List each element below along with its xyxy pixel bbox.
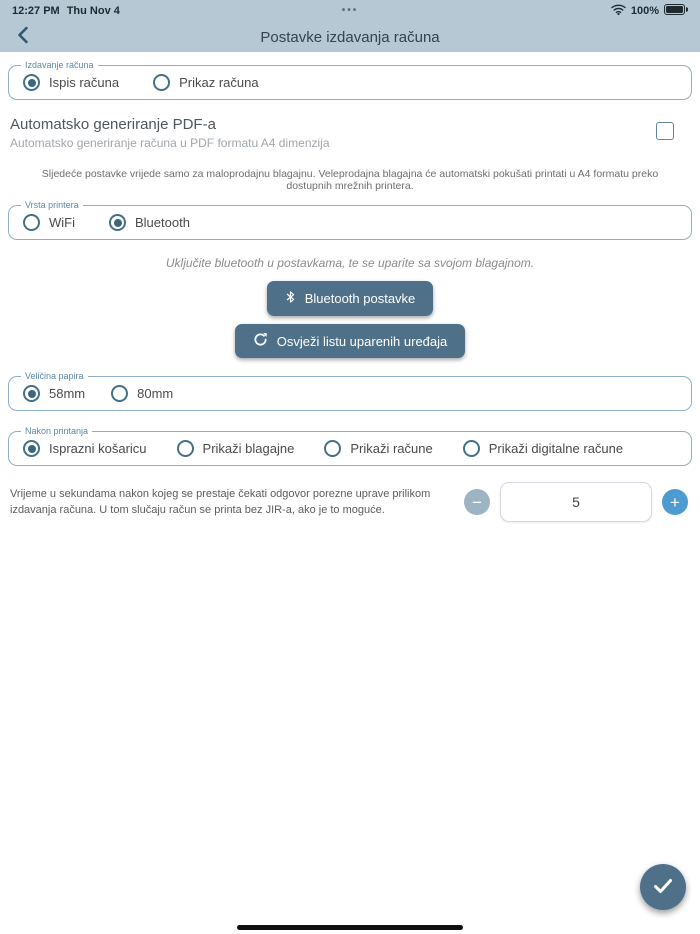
pdf-setting-row [10,116,674,150]
home-indicator[interactable] [237,925,463,930]
radio-prikaz-racuna[interactable] [153,74,258,91]
radio-unselected-icon [177,440,194,457]
radio-prikazi-blagajne[interactable] [177,440,295,457]
battery-icon [664,4,688,18]
chevron-left-icon [17,26,29,49]
refresh-devices-label: Osvježi listu uparenih uređaja [276,333,448,349]
fieldset-izdavanje-label: Izdavanje računa [25,60,94,70]
header [0,0,700,52]
fieldset-izdavanje-racuna [8,60,692,100]
timeout-stepper [464,482,688,522]
radio-selected-icon [23,385,40,402]
radio-isprazni-kosaricu[interactable] [23,440,147,457]
confirm-save-fab[interactable] [640,864,686,910]
pdf-texts [10,116,330,150]
fieldset-vrsta-printera [8,200,692,240]
battery-percent: 100% [630,5,659,17]
radio-label: Bluetooth [135,215,190,230]
page-title: Postavke izdavanja računa [260,28,440,46]
radio-prikazi-digitalne-racune[interactable] [463,440,623,457]
radio-selected-icon [23,74,40,91]
radio-unselected-icon [111,385,128,402]
increment-button[interactable]: + [662,489,688,515]
pdf-subtitle: Automatsko generiranje računa u PDF formatu A4 dimenzija [10,136,330,150]
decrement-button[interactable]: − [464,489,490,515]
fieldset-after-print-label: Nakon printanja [25,426,89,436]
radio-selected-icon [109,214,126,231]
fieldset-paper-label: Veličina papira [25,371,84,381]
bluetooth-icon [285,289,296,308]
radio-unselected-icon [463,440,480,457]
checkmark-icon [653,878,673,897]
refresh-devices-button[interactable] [235,324,466,358]
radio-label: Prikaži račune [350,441,433,456]
radio-ispis-racuna[interactable] [23,74,119,91]
radio-label: Ispis računa [49,75,120,90]
radio-label: 58mm [49,386,86,401]
back-button[interactable] [10,24,36,50]
radio-prikazi-racune[interactable] [324,440,432,457]
radio-label: 80mm [137,386,174,401]
main-content [0,52,700,522]
radio-selected-icon [23,440,40,457]
bluetooth-settings-button[interactable] [267,281,434,316]
fieldset-printer-label: Vrsta printera [25,200,79,210]
multitask-dots[interactable]: ••• [341,5,359,16]
radio-label: Prikaz računa [179,75,259,90]
status-date: Thu Nov 4 [66,5,120,17]
status-bar [0,0,700,22]
radio-unselected-icon [153,74,170,91]
fieldset-nakon-printanja [8,426,692,466]
pdf-checkbox[interactable] [656,122,674,140]
radio-80mm[interactable] [111,385,173,402]
nav-bar [0,22,700,52]
radio-unselected-icon [324,440,341,457]
bluetooth-hint: Uključite bluetooth u postavkama, te se uparite sa svojom blagajnom. [165,256,535,270]
radio-label: Prikaži digitalne račune [488,441,624,456]
bluetooth-settings-label: Bluetooth postavke [304,291,416,306]
timeout-description: Vrijeme u sekundama nakon kojeg se prestaje čekati odgovor porezne uprave prilikom izdavanja računa. U tom slučaju račun se printa bez JIR-a, ako je to moguće. [10,487,431,516]
status-time: 12:27 PM [12,5,60,17]
retail-note: Sljedeće postavke vrijede samo za maloprodajnu blagajnu. Veleprodajna blagajna će automatski pokušati printati u A4 formatu preko dostupnih mrežnih printera. [41,168,659,192]
refresh-icon [253,332,268,350]
radio-label: WiFi [49,215,75,230]
fieldset-velicina-papira [8,371,692,411]
radio-unselected-icon [23,214,40,231]
radio-58mm[interactable] [23,385,85,402]
radio-label: Prikaži blagajne [202,441,295,456]
pdf-title: Automatsko generiranje PDF-a [10,116,216,133]
timeout-value-input[interactable] [500,482,652,522]
timeout-setting-row [10,482,688,522]
radio-bluetooth[interactable] [109,214,190,231]
radio-wifi[interactable] [23,214,75,231]
wifi-icon [611,4,626,18]
radio-label: Isprazni košaricu [49,441,147,456]
bluetooth-actions [0,281,700,358]
